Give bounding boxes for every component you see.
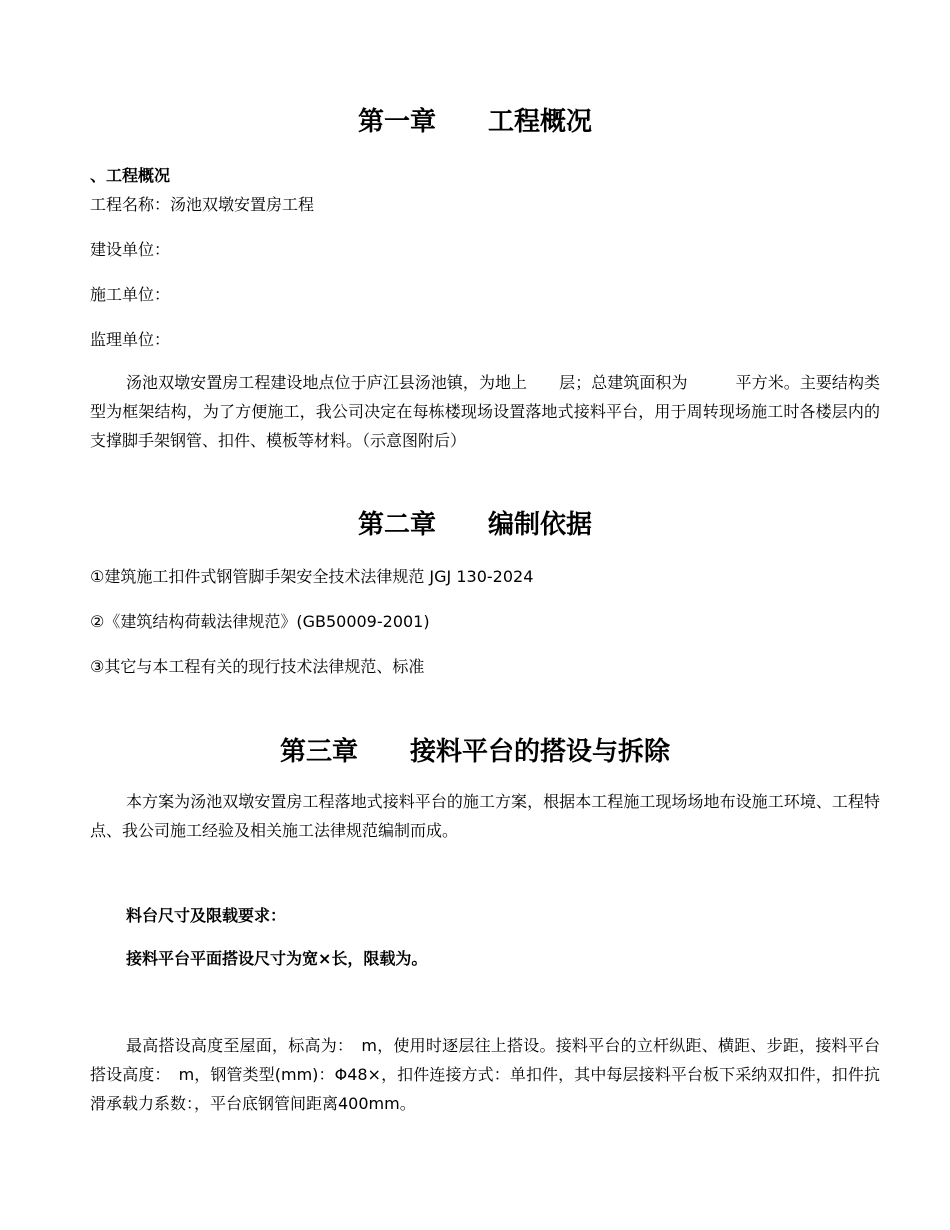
intro-paragraph: 本方案为汤池双墩安置房工程落地式接料平台的施工方案，根据本工程施工现场场地布设施工环境、工程特点、我公司施工经验及相关施工法律规范编制而成。 [90,792,880,840]
size-statement: 接料平台平面搭设尺寸为宽×长，限载为。 [126,949,428,968]
height-paragraph: 最高搭设高度至屋面，标高为： m，使用时逐层往上搭设。接料平台的立杆纵距、横距、步距，接料平台搭设高度： m，钢管类型(mm)：Φ48×，扣件连接方式：单扣件，其中每层接料平台板下采纳双扣件，扣件抗滑承载力系数：，平台底钢管间距离400mm。 [90,1036,880,1113]
contractor-line: 施工单位： [90,285,171,304]
chapter-2-title: 第二章 编制依据 [357,510,592,540]
size-heading: 料台尺寸及限载要求： [126,906,287,925]
chapter-1-title: 第一章 工程概况 [357,107,592,137]
basis-item-3: ③其它与本工程有关的现行技术法律规范、标准 [90,657,425,676]
project-name-line: 工程名称：汤池双墩安置房工程 [90,195,315,214]
basis-item-1: ①建筑施工扣件式钢管脚手架安全技术法律规范 JGJ 130-2024 [90,567,534,586]
supervisor-line: 监理单位： [90,330,171,349]
basis-item-2: ②《建筑结构荷载法律规范》(GB50009-2001) [90,612,430,631]
overview-paragraph: 汤池双墩安置房工程建设地点位于庐江县汤池镇，为地上 层；总建筑面积为 平方米。主要结构类型为框架结构，为了方便施工，我公司决定在每栋楼现场设置落地式接料平台，用于周转现场施工时各楼层内的支撑脚手架钢管、扣件、模板等材料。（示意图附后） [90,373,880,450]
chapter-3-title: 第三章 接料平台的搭设与拆除 [279,737,670,767]
builder-line: 建设单位： [90,240,171,259]
section-heading-overview: 、工程概况 [90,166,171,185]
